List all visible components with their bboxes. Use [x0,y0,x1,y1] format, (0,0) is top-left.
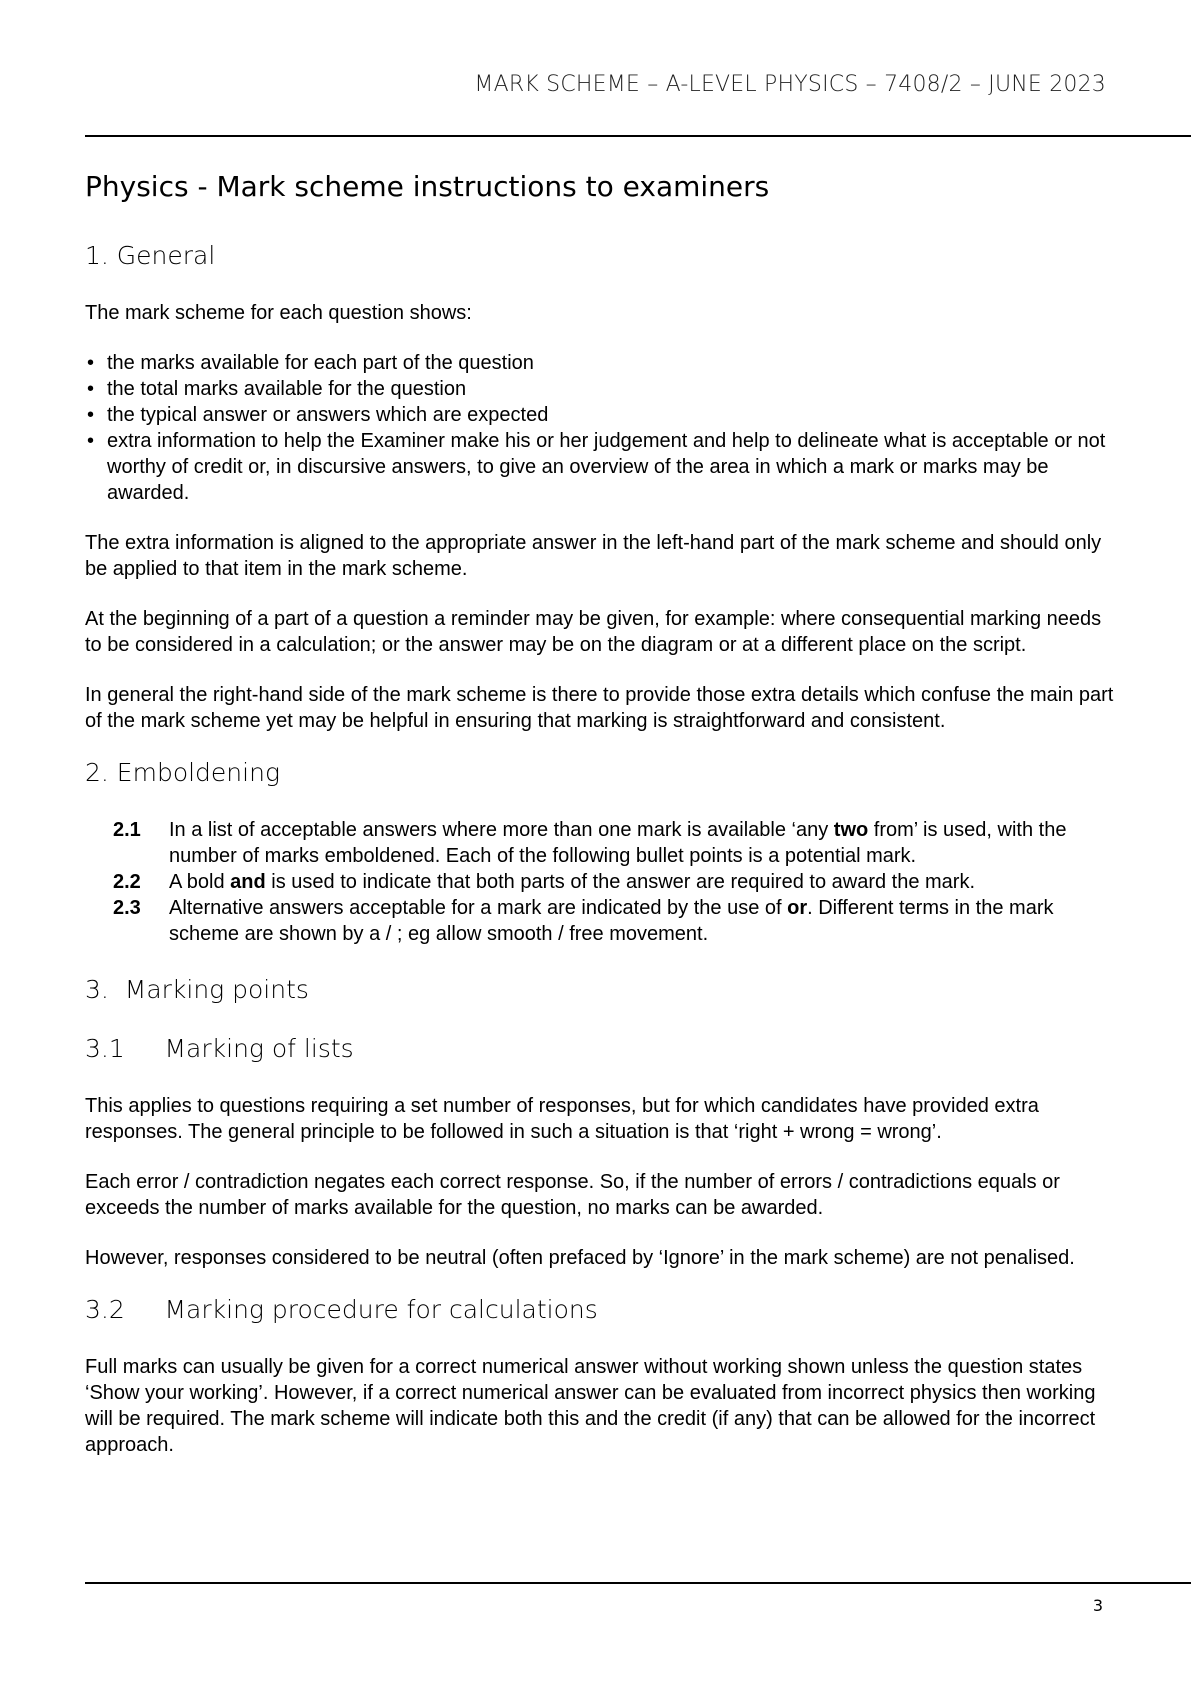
lists-paragraph: This applies to questions requiring a set number of responses, but for which candidates have provided extra responses. The general principle to be followed in such a situation is that ‘right + wrong = wrong’. [85,1095,1039,1143]
general-paragraph: At the beginning of a part of a question a reminder may be given, for example: where consequential marking needs to be considered in a calculation; or the answer may be on the diagram or at a different place on the script. [85,608,1102,656]
bullet-icon: • [87,378,95,400]
page-title: Physics - Mark scheme instructions to examiners [85,170,770,203]
item-number: 2.1 [113,819,141,841]
general-intro: The mark scheme for each question shows: [85,302,472,324]
item-text: In a list of acceptable answers where more than one mark is available ‘any two from’ is used, with the number of marks emboldened. Each of the following bullet points is a potential mark. [169,819,1067,867]
item-number: 2.2 [113,871,141,893]
footer-divider [85,1582,1191,1584]
numbered-item [113,817,1115,869]
section-heading-marking-points: 3. Marking points [85,975,309,1004]
header-divider [85,135,1191,137]
subsection-heading-marking-of-lists: 3.1 Marking of lists [85,1034,354,1063]
general-paragraph: In general the right-hand side of the mark scheme is there to provide those extra details which confuse the main part of the mark scheme yet may be helpful in ensuring that marking is straightforward and consistent. [85,684,1114,732]
numbered-item [113,895,1115,947]
bullet-icon: • [87,352,95,374]
general-bullet-list [85,350,1115,506]
section-heading-emboldening: 2. Emboldening [85,758,280,787]
subsection-heading-calculations: 3.2 Marking procedure for calculations [85,1295,598,1324]
item-text: Alternative answers acceptable for a mark are indicated by the use of or. Different terms in the mark scheme are shown by a / ; eg allow smooth / free movement. [169,897,1054,945]
page-content [85,170,1115,1482]
general-paragraph: The extra information is aligned to the appropriate answer in the left-hand part of the mark scheme and should only be applied to that item in the mark scheme. [85,532,1102,580]
numbered-item [113,869,1115,895]
list-item: • the marks available for each part of the question [87,352,534,374]
list-item: • the total marks available for the question [87,378,467,400]
list-item: • extra information to help the Examiner make his or her judgement and help to delineate what is acceptable or not worthy of credit or, in discursive answers, to give an overview of the area in which a mark or marks may be awarded. [87,430,1106,504]
bullet-icon: • [87,430,95,452]
item-text: A bold and is used to indicate that both parts of the answer are required to award the mark. [169,871,976,893]
calculations-paragraph: Full marks can usually be given for a correct numerical answer without working shown unless the question states ‘Show your working’. However, if a correct numerical answer can be evaluated from incorrect physics then working will be required. The mark scheme will indicate both this and the credit (if any) that can be allowed for the incorrect approach. [85,1356,1096,1456]
page-number: 3 [1092,1596,1103,1615]
list-item: • the typical answer or answers which are expected [87,404,549,426]
section-heading-general: 1. General [85,241,216,270]
bullet-icon: • [87,404,95,426]
lists-paragraph: However, responses considered to be neutral (often prefaced by ‘Ignore’ in the mark scheme) are not penalised. [85,1247,1075,1269]
item-number: 2.3 [113,897,141,919]
lists-paragraph: Each error / contradiction negates each correct response. So, if the number of errors / contradictions equals or exceeds the number of marks available for the question, no marks can be awarded. [85,1171,1060,1219]
document-header: MARK SCHEME – A-LEVEL PHYSICS – 7408/2 – JUNE 2023 [474,72,1106,97]
emboldening-list [113,817,1115,947]
